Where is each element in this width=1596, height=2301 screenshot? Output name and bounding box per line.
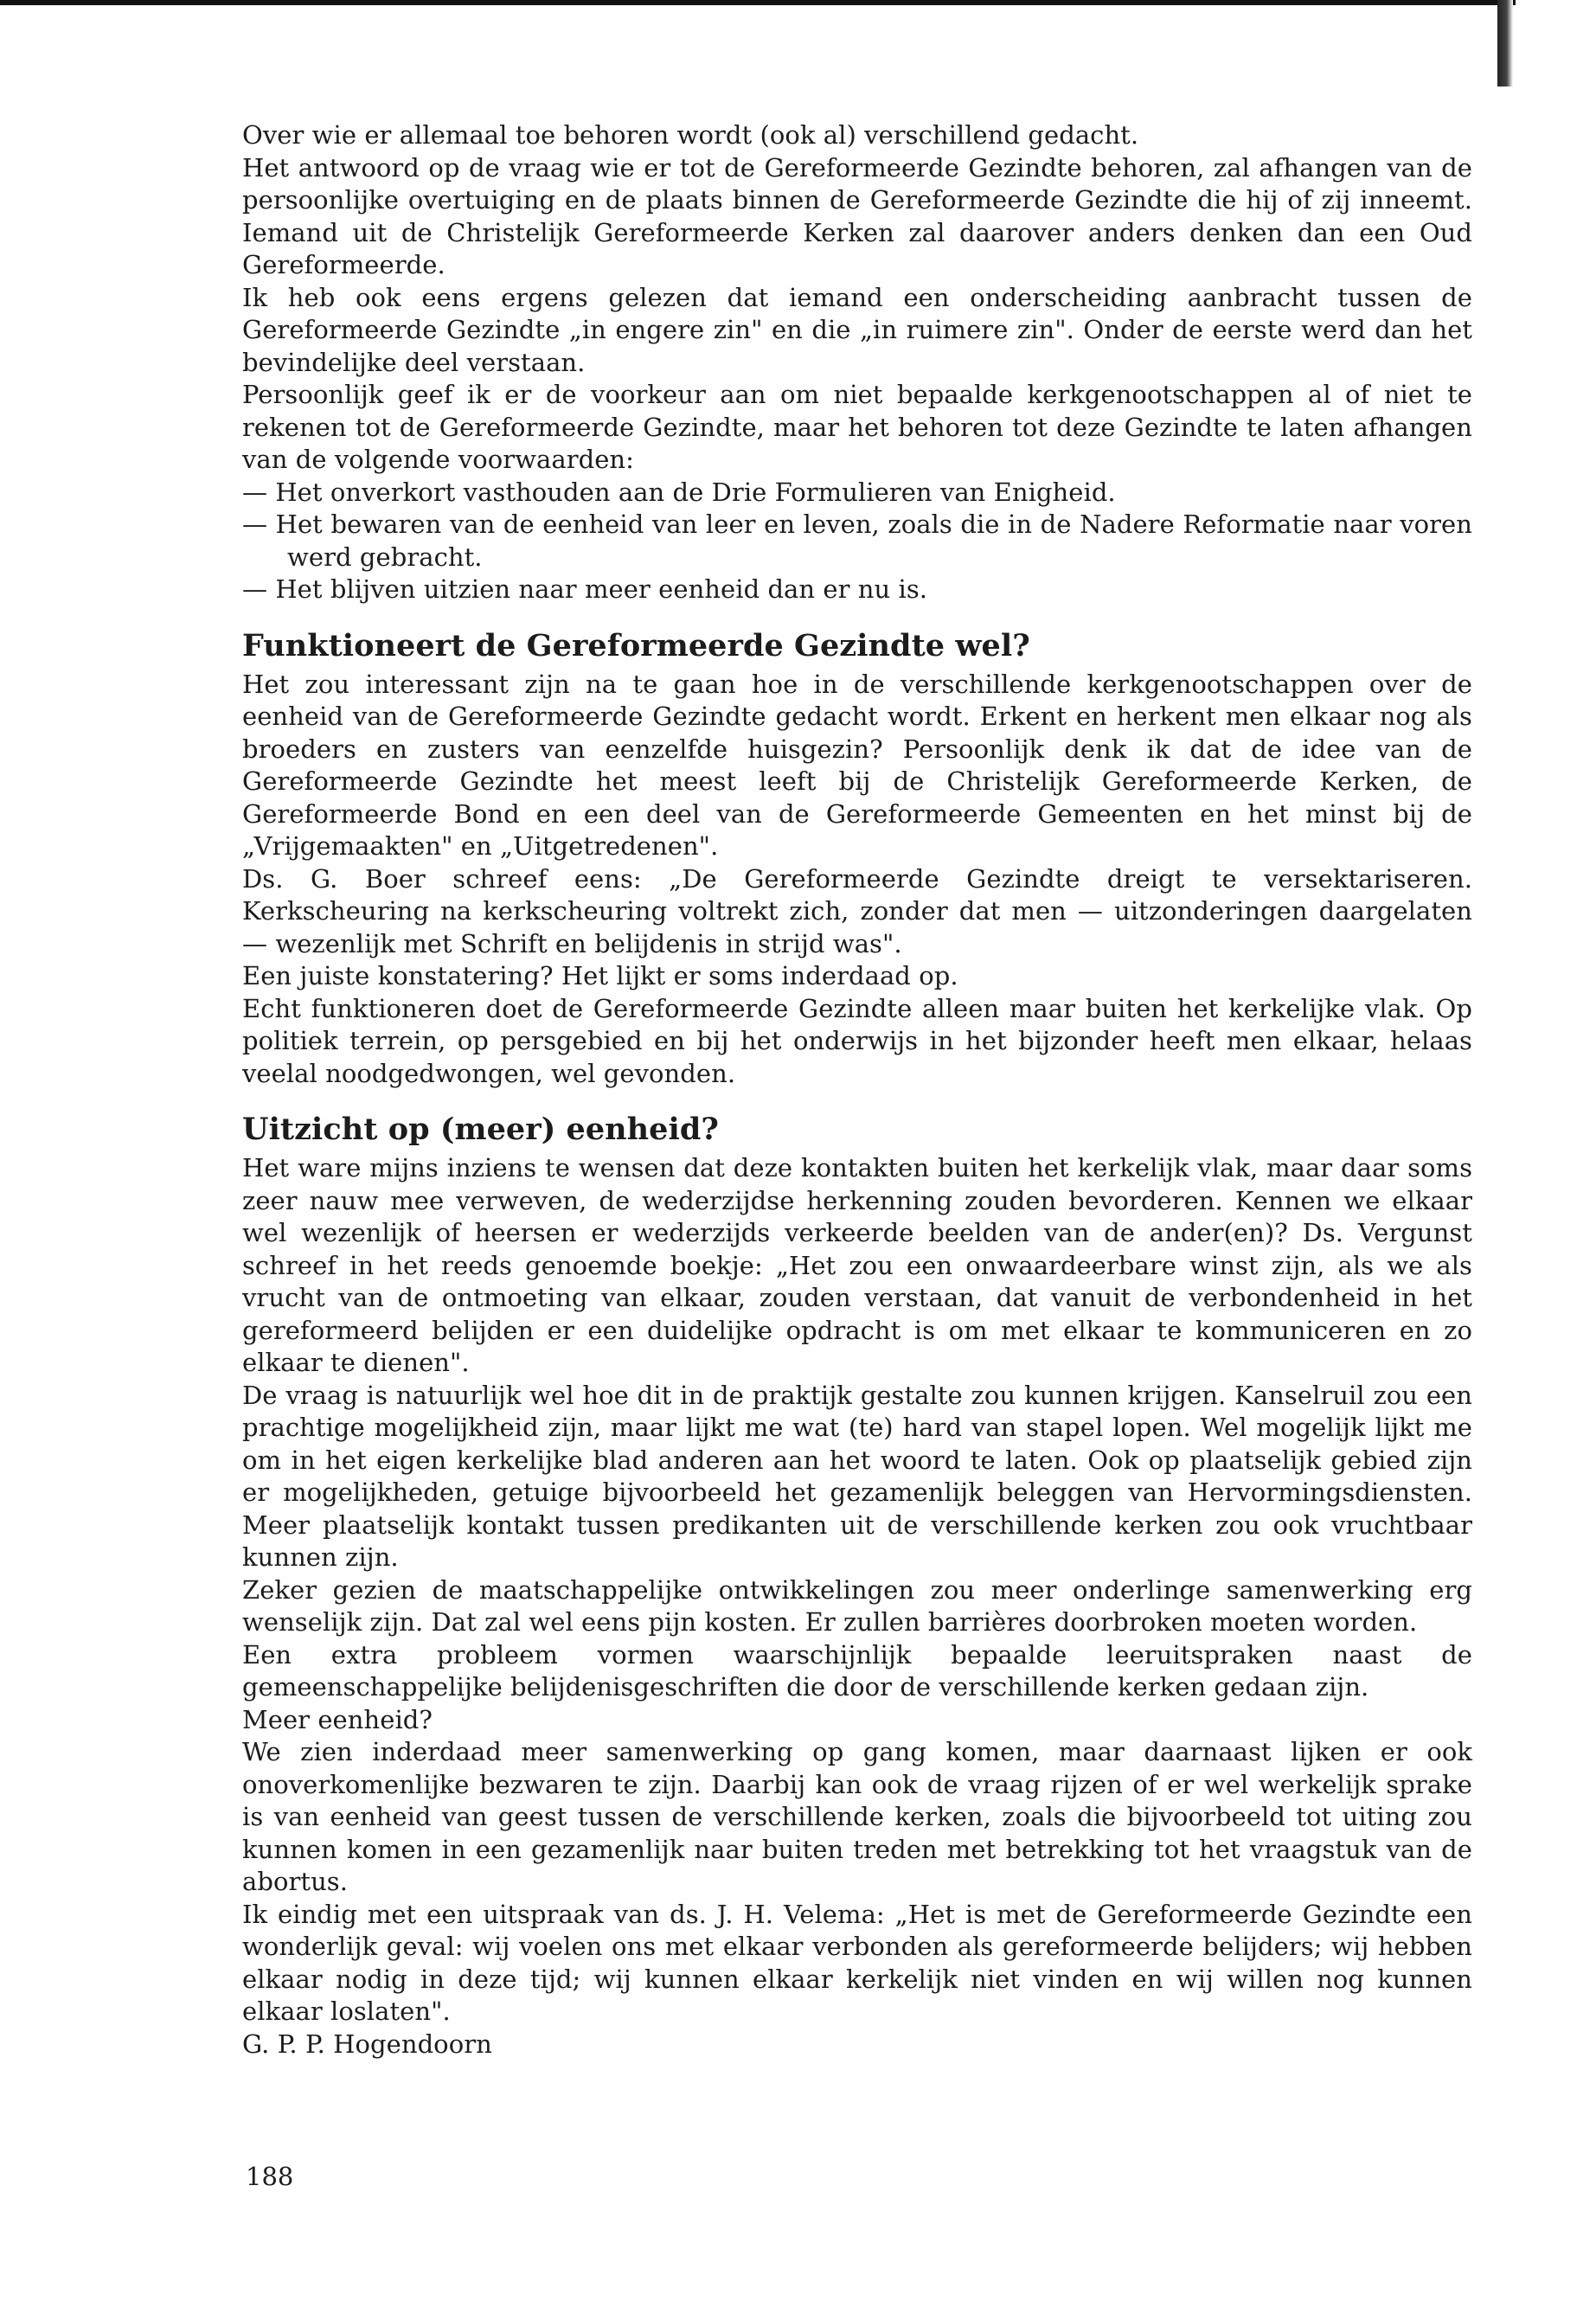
page-number: 188: [246, 2162, 294, 2191]
author-signature: G. P. P. Hogendoorn: [242, 2029, 492, 2059]
paragraph: Het zou interessant zijn na te gaan hoe in de verschillende kerkgenootschappen over de eenheid van de Gereformeerde Gezindte gedacht wordt. Erkent en herkent men elkaar nog als broeders en zusters van eenzelfde huisgezin? Persoonlijk denk ik dat de idee van de Gereformeerde Gezindte het meest leeft bij de Christelijk Gereformeerde Kerken, de Gereformeerde Bond en een deel van de Gereformeerde Gemeenten en het minst bij de „Vrijgemaakten" en „Uitgetredenen".: [242, 669, 1472, 861]
paragraph: Meer eenheid?: [242, 1704, 433, 1734]
paragraph: Het ware mijns inziens te wensen dat deze kontakten buiten het kerkelijk vlak, maar daar soms zeer nauw mee verweven, de wederzijdse herkenning zouden bevorderen. Kennen we elkaar wel wezenlijk of heersen er wederzijds verkeerde beelden van de ander(en)? Ds. Vergunst schreef in het reeds genoemde boekje: „Het zou een onwaardeerbare winst zijn, als we als vrucht van de ontmoeting van elkaar, zouden verstaan, dat vanuit de verbondenheid in het gereformeerd belijden er een duidelijke opdracht is om met elkaar te kommuniceren en zo elkaar te dienen".: [242, 1153, 1472, 1377]
paragraph: Het antwoord op de vraag wie er tot de Gereformeerde Gezindte behoren, zal afhangen van de persoonlijke overtuiging en de plaats binnen de Gereformeerde Gezindte die hij of zij inneemt. Iemand uit de Christelijk Gereformeerde Kerken zal daarover anders denken dan een Oud Gereformeerde.: [242, 152, 1472, 279]
paragraph: Echt funktioneren doet de Gereformeerde Gezindte alleen maar buiten het kerkelijke vlak. Op politiek terrein, op persgebied en bij het onderwijs in het bijzonder heeft men elkaar, helaas veelal noodgedwongen, wel gevonden.: [242, 993, 1472, 1088]
paragraph: Zeker gezien de maatschappelijke ontwikkelingen zou meer onderlinge samenwerking erg wenselijk zijn. Dat zal wel eens pijn kosten. Er zullen barrières doorbroken moeten worden.: [242, 1574, 1472, 1637]
condition-item: — Het bewaren van de eenheid van leer en leven, zoals die in de Nadere Reformatie naar voren werd gebracht.: [242, 510, 1472, 572]
section-heading-functioning: Funktioneert de Gereformeerde Gezindte wel?: [242, 627, 1030, 663]
paragraph: Persoonlijk geef ik er de voorkeur aan om niet bepaalde kerkgenootschappen al of niet te rekenen tot de Gereformeerde Gezindte, maar het behoren tot deze Gezindte te laten afhangen van de volgende voorwaarden:: [242, 380, 1472, 474]
paragraph: We zien inderdaad meer samenwerking op gang komen, maar daarnaast lijken er ook onoverkomenlijke bezwaren te zijn. Daarbij kan ook de vraag rijzen of er wel werkelijk sprake is van eenheid van geest tussen de verschillende kerken, zoals die bijvoorbeeld tot uiting zou kunnen komen in een gezamenlijk naar buiten treden met betrekking tot het vraagstuk van de abortus.: [242, 1737, 1472, 1896]
paragraph: Ik eindig met een uitspraak van ds. J. H. Velema: „Het is met de Gereformeerde Gezindte een wonderlijk geval: wij voelen ons met elkaar verbonden als gereformeerde belijders; wij hebben elkaar nodig in deze tijd; wij kunnen elkaar kerkelijk niet vinden en wij willen nog kunnen elkaar loslaten".: [242, 1899, 1472, 2026]
paragraph: Over wie er allemaal toe behoren wordt (ook al) verschillend gedacht.: [242, 120, 1139, 150]
paragraph: Ds. G. Boer schreef eens: „De Gereformeerde Gezindte dreigt te versektariseren. Kerkscheuring na kerkscheuring voltrekt zich, zonder dat men — uitzonderingen daargelaten — wezenlijk met Schrift en belijdenis in strijd was".: [242, 863, 1472, 958]
condition-item: — Het onverkort vasthouden aan de Drie Formulieren van Enigheid.: [242, 477, 1116, 507]
article-column: [242, 119, 1472, 2061]
paragraph: Een juiste konstatering? Het lijkt er soms inderdaad op.: [242, 961, 958, 990]
paragraph: Ik heb ook eens ergens gelezen dat iemand een onderscheiding aanbracht tussen de Gereformeerde Gezindte „in engere zin" en die „in ruimere zin". Onder de eerste werd dan het bevindelijke deel verstaan.: [242, 282, 1472, 377]
scan-border-top: [0, 0, 1516, 5]
paragraph: De vraag is natuurlijk wel hoe dit in de praktijk gestalte zou kunnen krijgen. Kanselruil zou een prachtige mogelijkheid zijn, maar lijkt me wat (te) hard van stapel lopen. Wel mogelijk lijkt me om in het eigen kerkelijke blad anderen aan het woord te laten. Ook op plaatselijk gebied zijn er mogelijkheden, getuige bijvoorbeeld het gezamenlijk beleggen van Hervormingsdiensten. Meer plaatselijk kontakt tussen predikanten uit de verschillende kerken zou ook vruchtbaar kunnen zijn.: [242, 1380, 1472, 1572]
scan-border-right: [1497, 0, 1513, 87]
section-heading-unity: Uitzicht op (meer) eenheid?: [242, 1112, 719, 1147]
paragraph: Een extra probleem vormen waarschijnlijk bepaalde leeruitspraken naast de gemeenschappelijke belijdenisgeschriften die door de verschillende kerken gedaan zijn.: [242, 1639, 1472, 1702]
condition-item: — Het blijven uitzien naar meer eenheid dan er nu is.: [242, 574, 928, 604]
